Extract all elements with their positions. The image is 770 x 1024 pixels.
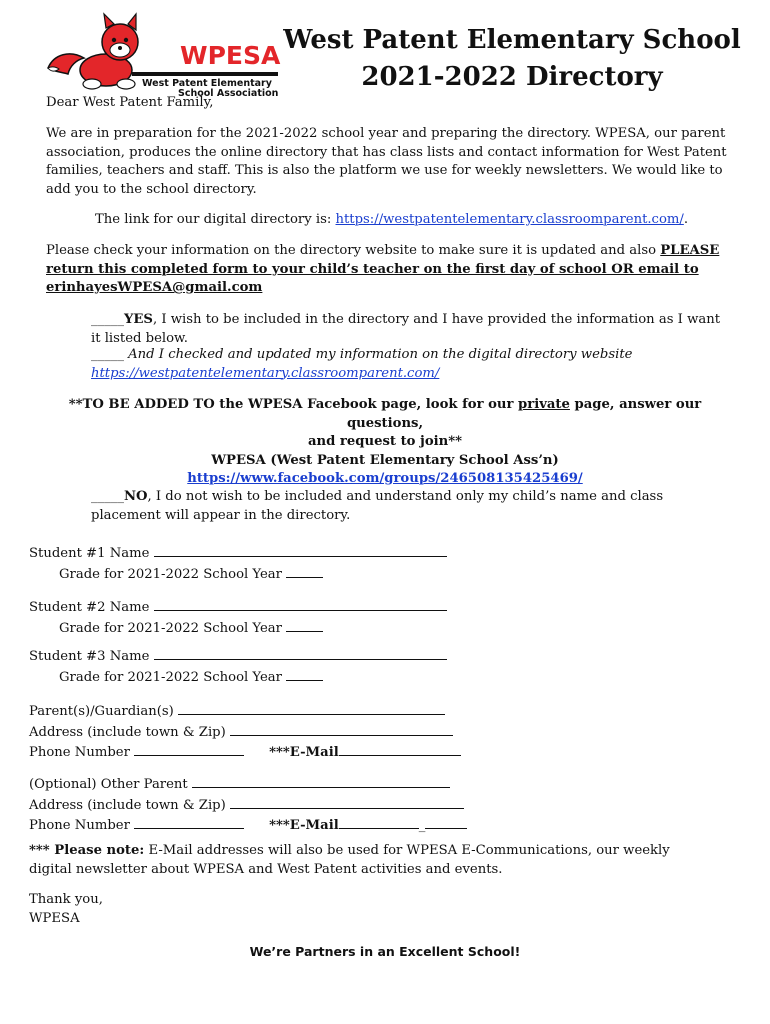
checked-blank[interactable]: _____ [91, 347, 124, 362]
yes-text: , I wish to be included in the directory and I have provided the information as I want it listed below. [91, 312, 721, 346]
student-1-name-label: Student #1 Name [29, 546, 150, 561]
student-3-block [29, 646, 729, 687]
other-phone-field[interactable] [134, 815, 244, 829]
intro-paragraph: We are in preparation for the 2021-2022 school year and preparing the directory. WPESA, our parent association, produces the online directory that has class lists and contact information for West Patent families, teachers and staff. This is also the platform we use for weekly newsletters. We would like to add you to the school directory. [46, 126, 727, 197]
other-address-label: Address (include town & Zip) [29, 797, 226, 813]
student-2-grade-label: Grade for 2021-2022 School Year [59, 620, 282, 636]
student-2-grade-field[interactable] [286, 618, 323, 632]
student-3-name-label: Student #3 Name [29, 649, 150, 664]
yes-option [91, 311, 721, 348]
other-email-mark: _ [418, 818, 426, 833]
facebook-link[interactable]: https://www.facebook.com/groups/246508135425469/ [187, 471, 583, 486]
facebook-block [30, 396, 740, 489]
student-2-name-label: Student #2 Name [29, 600, 150, 615]
check-text: Please check your information on the directory website to make sure it is updated and also [46, 243, 661, 258]
directory-link-prefix: The link for our digital directory is: [95, 212, 336, 227]
closing-signature: WPESA [29, 910, 80, 926]
note-label: *** Please note: [29, 843, 145, 858]
no-label: NO [123, 489, 148, 504]
footer-slogan: We’re Partners in an Excellent School! [249, 944, 521, 959]
student-3-grade-field[interactable] [286, 667, 323, 681]
no-text: , I do not wish to be included and understand only my child’s name and class placement will appear in the directory. [91, 489, 664, 523]
email-field[interactable] [339, 742, 461, 756]
address-label: Address (include town & Zip) [29, 724, 226, 740]
phone-label: Phone Number [29, 745, 130, 760]
closing [29, 891, 729, 928]
directory-link-line [95, 211, 735, 230]
other-parent-label: (Optional) Other Parent [29, 777, 188, 792]
checked-option [91, 346, 721, 383]
title-directory: 2021-2022 Directory [361, 62, 663, 92]
other-email-field-end[interactable] [425, 815, 467, 829]
parent-block [29, 701, 729, 763]
title-school: West Patent Elementary School [283, 25, 741, 55]
directory-link[interactable]: https://westpatentelementary.classroomparent.com/ [335, 212, 684, 227]
check-emphasis: PLEASE return this completed form to your child’s teacher on the first day of school OR email to erinhayesWPESA@gmail.com [46, 243, 720, 295]
address-field[interactable] [230, 722, 453, 736]
note-paragraph [29, 842, 699, 879]
page-title [282, 22, 742, 96]
student-3-grade-label: Grade for 2021-2022 School Year [59, 669, 282, 685]
checked-text: And I checked and updated my information on the digital directory website [123, 347, 633, 362]
student-1-name-field[interactable] [154, 543, 447, 557]
student-2-name-field[interactable] [154, 597, 447, 611]
greeting: Dear West Patent Family, [46, 95, 214, 110]
closing-thanks: Thank you, [29, 892, 103, 907]
guardian-label: Parent(s)/Guardian(s) [29, 704, 174, 719]
student-1-block [29, 543, 729, 584]
student-2-block [29, 597, 729, 638]
logo-wordmark: WPESA [180, 41, 281, 70]
directory-link-suffix: . [683, 212, 689, 227]
yes-label: YES [123, 312, 153, 327]
checked-link[interactable]: https://westpatentelementary.classroomparent.com/ [91, 365, 440, 381]
yes-blank[interactable]: _____ [91, 312, 124, 327]
facebook-line-2: and request to join** [307, 434, 463, 449]
other-phone-label: Phone Number [29, 818, 130, 833]
note-text: E-Mail addresses will also be used for WPESA E-Communications, our weekly digital newsletter about WPESA and West Patent activities and events. [29, 843, 670, 877]
check-paragraph [46, 242, 736, 298]
no-blank[interactable]: _____ [91, 489, 124, 504]
no-option [91, 488, 721, 525]
other-parent-block [29, 774, 729, 836]
other-email-field[interactable] [339, 815, 419, 829]
email-label: ***E-Mail [269, 745, 339, 760]
logo-tagline-1: West Patent Elementary [142, 78, 272, 89]
logo-tagline-2: School Association [178, 88, 279, 98]
other-address-field[interactable] [230, 795, 464, 809]
student-1-grade-label: Grade for 2021-2022 School Year [59, 566, 282, 582]
other-email-label: ***E-Mail [269, 818, 339, 833]
student-1-grade-field[interactable] [286, 564, 323, 578]
student-3-name-field[interactable] [154, 646, 447, 660]
facebook-line-3: WPESA (West Patent Elementary School Ass’n) [211, 452, 559, 468]
other-parent-field[interactable] [192, 774, 450, 788]
guardian-field[interactable] [178, 701, 445, 715]
wpesa-fox-logo [40, 12, 290, 98]
phone-field[interactable] [134, 742, 244, 756]
facebook-line-1: **TO BE ADDED TO the WPESA Facebook page, look for our private page, answer our questions, [68, 397, 702, 431]
